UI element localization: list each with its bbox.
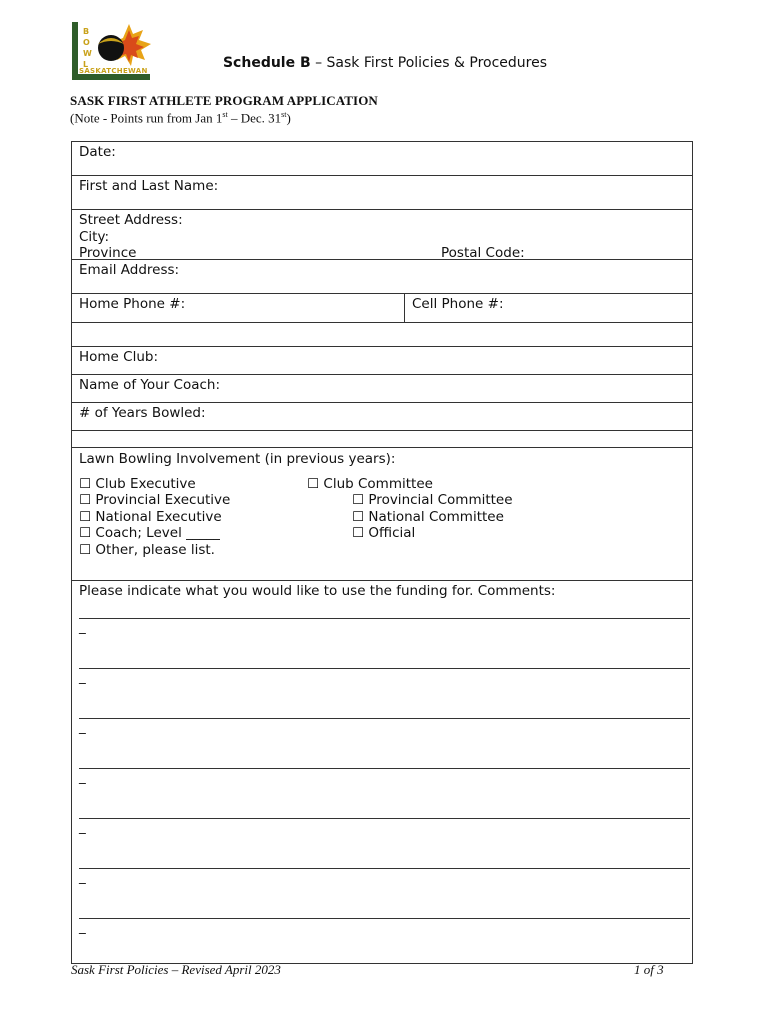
svg-text:W: W bbox=[83, 49, 92, 58]
svg-text:O: O bbox=[83, 38, 90, 47]
home-club-field[interactable]: Home Club: bbox=[72, 347, 692, 375]
email-field[interactable]: Email Address: bbox=[72, 260, 692, 294]
comment-line bbox=[79, 852, 690, 869]
street-label: Street Address: bbox=[79, 212, 183, 228]
line-tail: _ bbox=[79, 918, 86, 935]
line-tail: _ bbox=[79, 768, 86, 785]
comment-line bbox=[79, 752, 690, 769]
name-field[interactable]: First and Last Name: bbox=[72, 176, 692, 210]
comment-line bbox=[79, 802, 690, 819]
club-committee-checkbox[interactable]: ☐ Club Committee bbox=[307, 475, 433, 492]
page-header bbox=[0, 55, 770, 71]
club-executive-checkbox[interactable]: ☐ Club Executive bbox=[79, 475, 196, 492]
phone-row bbox=[72, 294, 692, 323]
schedule-label: Schedule B bbox=[222, 55, 311, 71]
cell-phone-field[interactable]: Cell Phone #: bbox=[412, 296, 504, 312]
blank-row-2 bbox=[72, 431, 692, 448]
page-number: 1 of 3 bbox=[634, 962, 664, 977]
city-label: City: bbox=[79, 228, 110, 245]
blank-row bbox=[72, 323, 692, 347]
national-executive-checkbox[interactable]: ☐ National Executive bbox=[79, 508, 222, 525]
national-committee-checkbox[interactable]: ☐ National Committee bbox=[352, 508, 504, 525]
comment-line bbox=[79, 652, 690, 669]
address-field[interactable] bbox=[72, 210, 692, 260]
other-checkbox[interactable]: ☐ Other, please list. bbox=[79, 541, 215, 558]
bowls-saskatchewan-logo bbox=[71, 20, 153, 82]
involvement-section bbox=[72, 448, 692, 581]
official-checkbox[interactable]: ☐ Official bbox=[352, 525, 416, 541]
line-tail: _ bbox=[79, 668, 86, 685]
line-tail: _ bbox=[79, 868, 86, 885]
funding-comments-section[interactable] bbox=[72, 581, 692, 963]
coach-checkbox[interactable]: ☐ Coach; Level _____ bbox=[79, 525, 220, 541]
application-form bbox=[71, 141, 693, 964]
line-tail: _ bbox=[79, 718, 86, 735]
coach-field[interactable]: Name of Your Coach: bbox=[72, 375, 692, 403]
postal-code-label: Postal Code: bbox=[441, 245, 525, 261]
funding-label: Please indicate what you would like to use the funding for. Comments: bbox=[79, 583, 556, 599]
header-subtitle: – Sask First Policies & Procedures bbox=[310, 55, 548, 71]
involvement-label: Lawn Bowling Involvement (in previous years): bbox=[79, 451, 396, 467]
comment-line bbox=[79, 902, 690, 919]
svg-text:B: B bbox=[83, 27, 90, 36]
line-tail: _ bbox=[79, 818, 86, 835]
line-tail: _ bbox=[79, 618, 86, 635]
application-title: SASK FIRST ATHLETE PROGRAM APPLICATION bbox=[70, 93, 378, 108]
provincial-executive-checkbox[interactable]: ☐ Provincial Executive bbox=[79, 492, 231, 508]
footer-revision: Sask First Policies – Revised April 2023 bbox=[71, 962, 281, 977]
province-label: Province Postal Code: bbox=[79, 245, 525, 261]
provincial-committee-checkbox[interactable]: ☐ Provincial Committee bbox=[352, 492, 513, 508]
comment-line bbox=[79, 702, 690, 719]
comment-line bbox=[79, 602, 690, 619]
years-bowled-field[interactable]: # of Years Bowled: bbox=[72, 403, 692, 431]
date-field[interactable]: Date: bbox=[72, 142, 692, 176]
points-note: (Note - Points run from Jan 1st – Dec. 31st) bbox=[70, 110, 291, 126]
svg-text:SASKATCHEWAN: SASKATCHEWAN bbox=[79, 67, 148, 75]
svg-text:L: L bbox=[83, 60, 89, 69]
comment-lines[interactable] bbox=[79, 602, 685, 936]
home-phone-field[interactable]: Home Phone #: bbox=[72, 294, 405, 322]
